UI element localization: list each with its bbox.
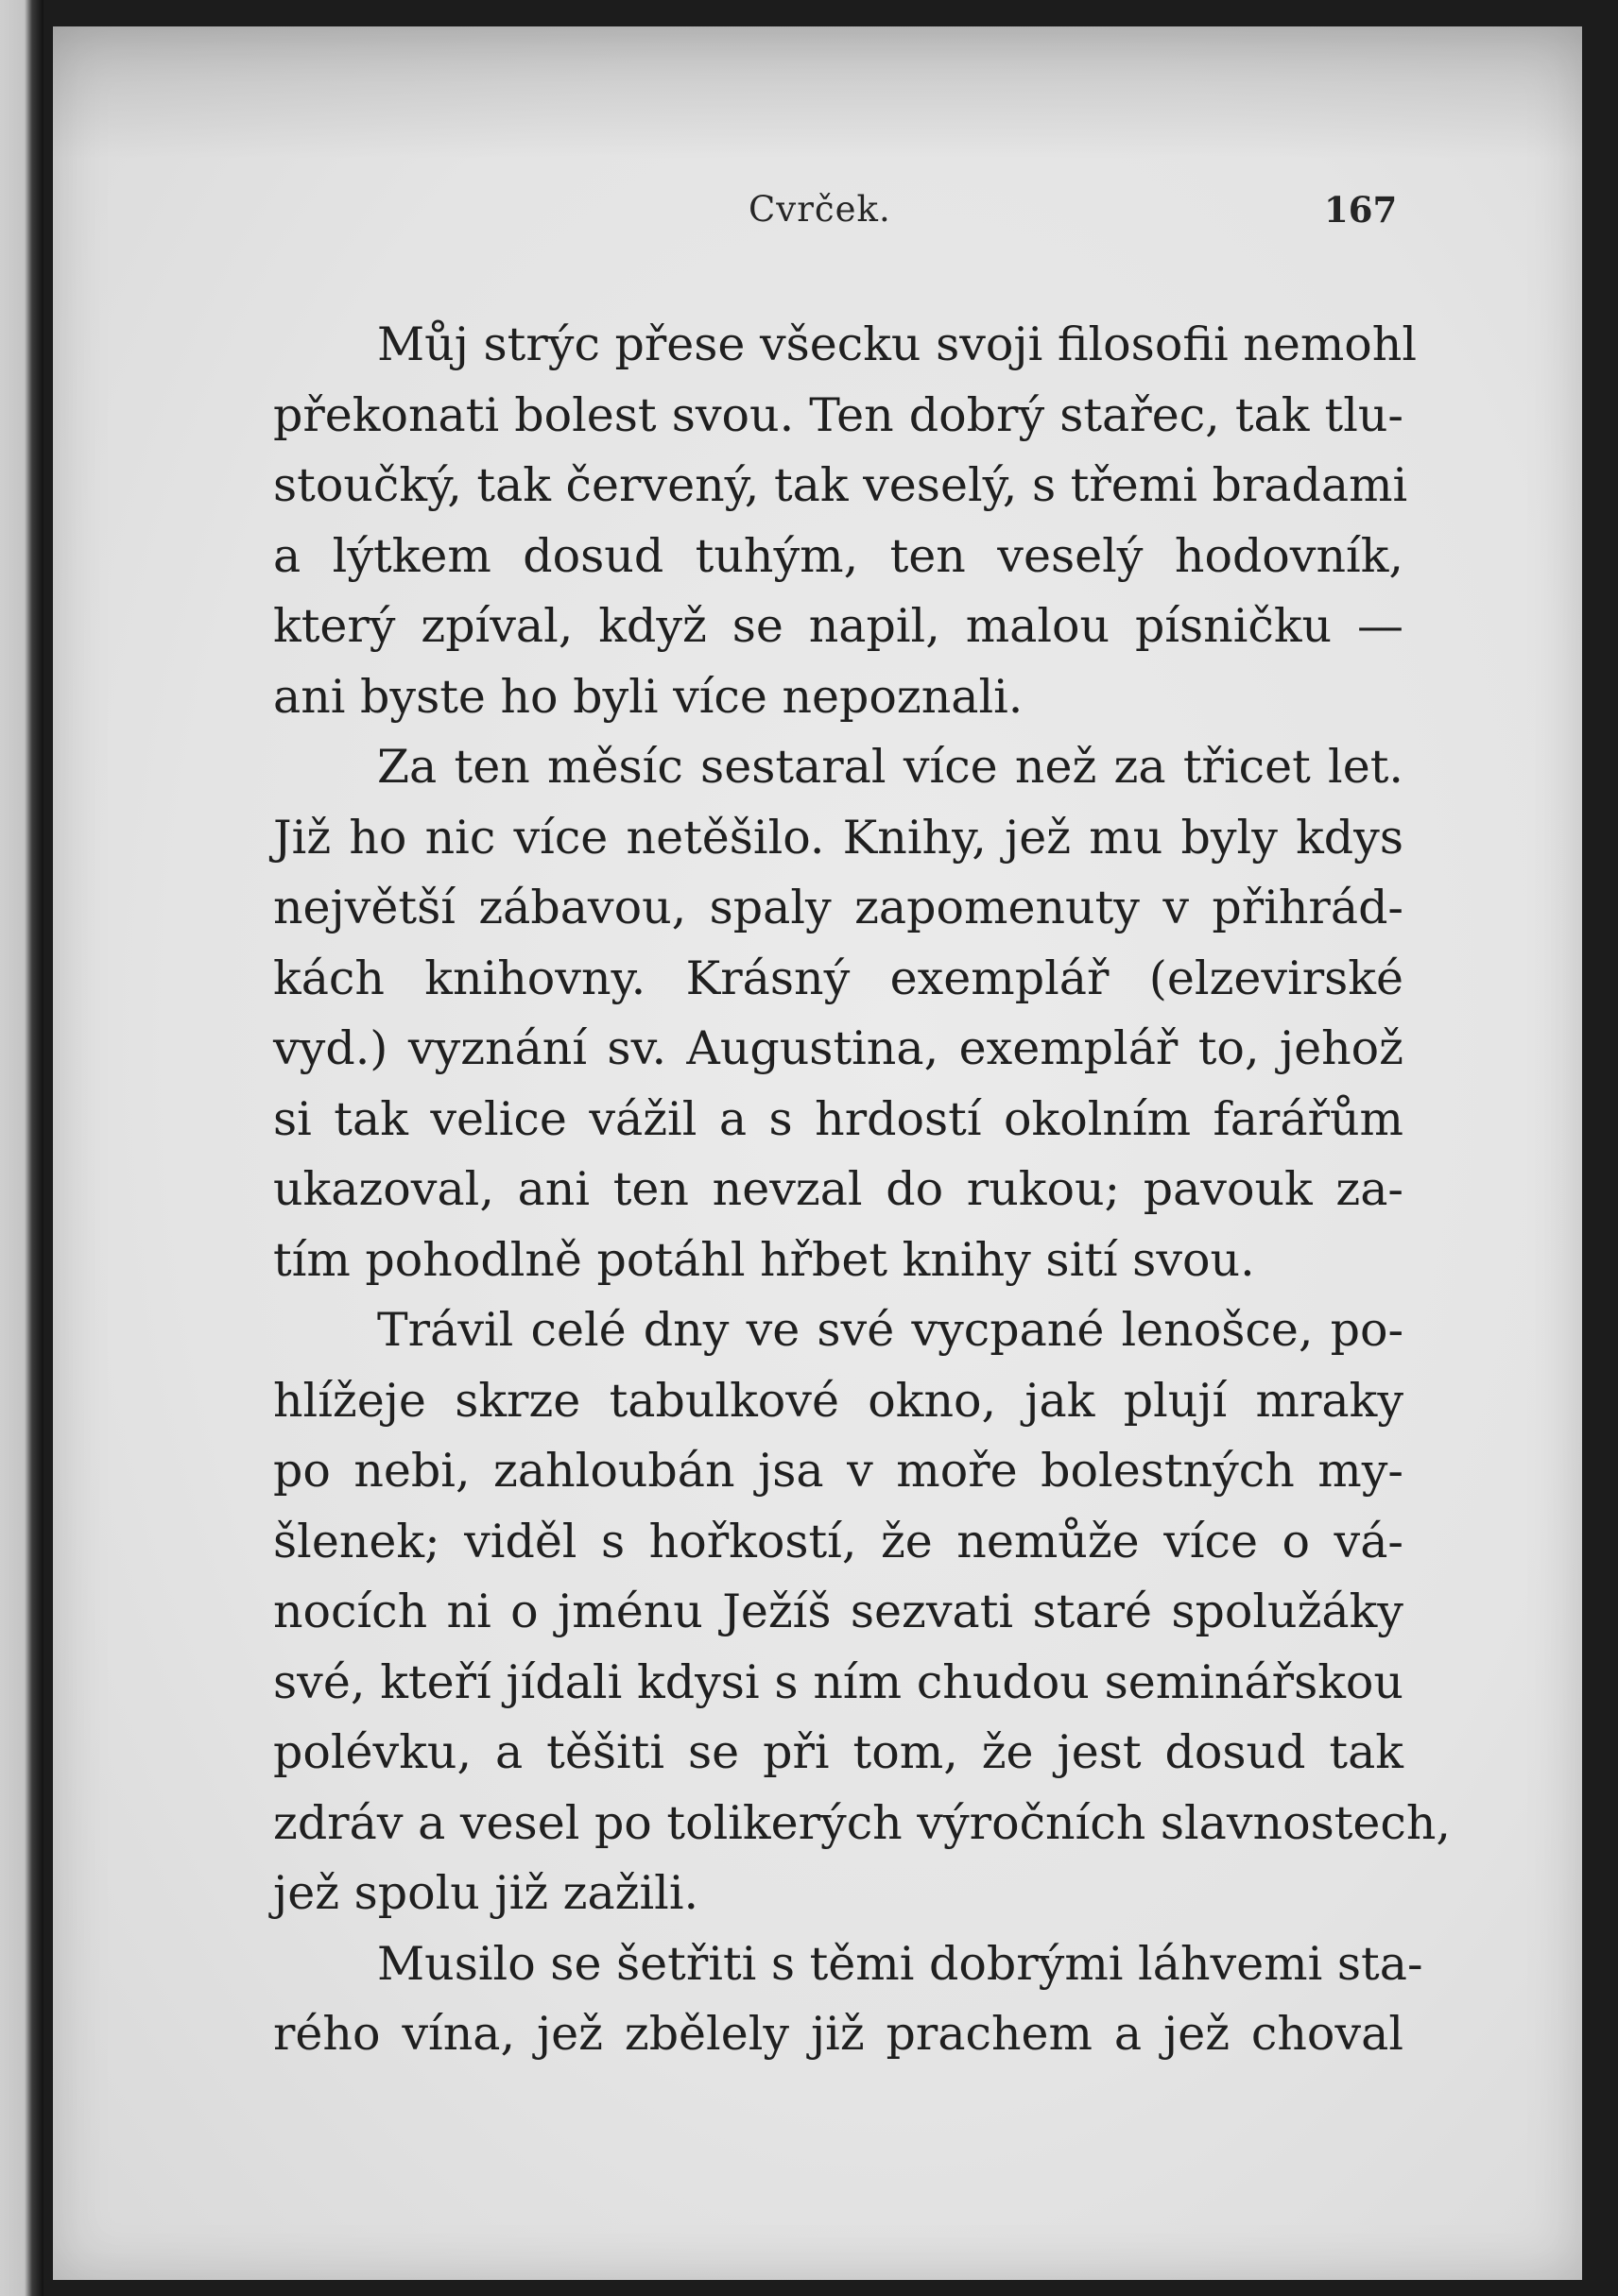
running-header	[53, 189, 1582, 246]
text-line: Můj strýc přese všecku svoji filosofii nemohl	[377, 317, 1418, 371]
text-line: tím pohodlně potáhl hřbet knihy sití svou.	[273, 1232, 1255, 1287]
text-line: šlenek; viděl s hořkostí, že nemůže více o vá-	[273, 1514, 1403, 1568]
text-line: Musilo se šetřiti s těmi dobrými láhvemi sta-	[377, 1936, 1423, 1991]
text-line: si tak velice vážil a s hrdostí okolním farářům	[273, 1091, 1403, 1146]
previous-page-edge	[0, 0, 43, 2296]
text-line: kách knihovny. Krásný exemplář (elzevirské	[273, 951, 1403, 1005]
text-line: hlížeje skrze tabulkové okno, jak plují mraky	[273, 1373, 1403, 1428]
book-page	[53, 26, 1582, 2280]
text-line: a lýtkem dosud tuhým, ten veselý hodovník,	[273, 528, 1403, 583]
text-line: své, kteří jídali kdysi s ním chudou seminářskou	[273, 1654, 1403, 1709]
body-text	[273, 310, 1452, 2070]
text-line: největší zábavou, spaly zapomenuty v přihrád-	[273, 881, 1403, 934]
text-line: stoučký, tak červený, tak veselý, s třemi bradami	[273, 458, 1408, 512]
text-line: zdráv a vesel po tolikerých výročních slavnostech,	[273, 1795, 1452, 1850]
text-line: ani byste ho byli více nepoznali.	[273, 669, 1024, 724]
running-head-title: Cvrček.	[749, 189, 891, 230]
text-line: po nebi, zahloubán jsa v moře bolestných my-	[273, 1444, 1403, 1498]
text-line: nocích ni o jménu Ježíš sezvati staré spolužáky	[273, 1585, 1403, 1638]
text-line: rého vína, jež zbělely již prachem a jež choval	[273, 2007, 1403, 2061]
text-line: ukazoval, ani ten nevzal do rukou; pavouk za-	[273, 1162, 1403, 1216]
text-line: Trávil celé dny ve své vycpané lenošce, po-	[377, 1303, 1403, 1357]
text-line: překonati bolest svou. Ten dobrý stařec, tak tlu-	[273, 387, 1403, 442]
page-number: 167	[1324, 189, 1398, 231]
text-line: polévku, a těšiti se při tom, že jest dosud tak	[273, 1725, 1403, 1779]
text-line: který zpíval, když se napil, malou písničku —	[273, 599, 1403, 653]
text-line: Již ho nic více netěšilo. Knihy, jež mu byly kdys	[273, 810, 1403, 865]
text-line: vyd.) vyznání sv. Augustina, exemplář to, jehož	[273, 1021, 1403, 1075]
text-line: Za ten měsíc sestaral více než za třicet let.	[377, 740, 1403, 794]
text-line: jež spolu již zažili.	[273, 1866, 699, 1920]
